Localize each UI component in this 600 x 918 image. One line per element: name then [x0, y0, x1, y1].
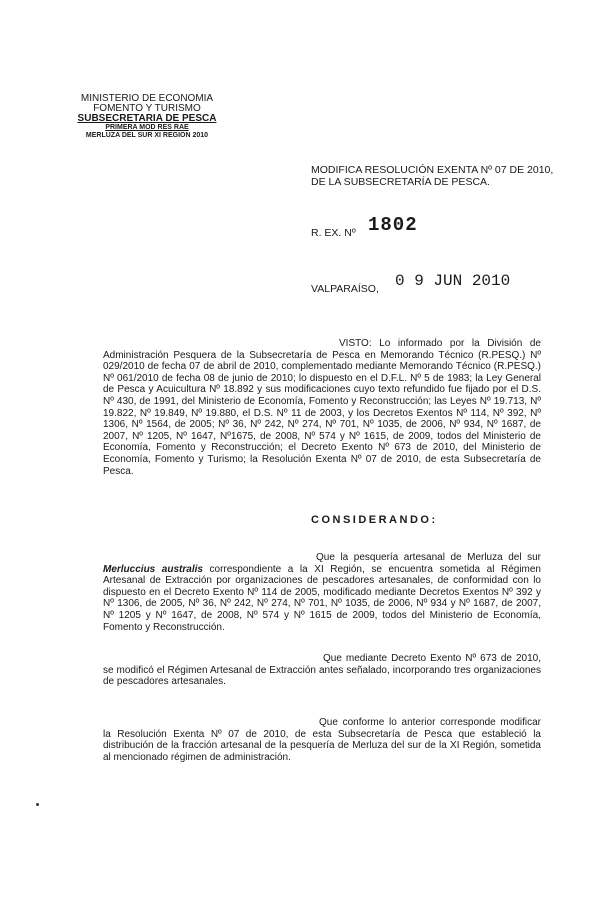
subsecretaria-name: SUBSECRETARIA DE PESCA	[77, 113, 217, 124]
file-reference-line2: MERLUZA DEL SUR XI REGION 2010	[85, 132, 209, 139]
scan-mark	[36, 803, 39, 806]
ministry-branch: FOMENTO Y TURISMO	[93, 103, 201, 114]
date-stamp: 0 9 JUN 2010	[395, 272, 511, 290]
resolution-number-stamp: 1802	[368, 214, 418, 236]
ministry-name: MINISTERIO DE ECONOMIA	[80, 93, 214, 104]
document-subject: MODIFICA RESOLUCIÓN EXENTA Nº 07 DE 2010, DE LA SUBSECRETARÍA DE PESCA.	[311, 164, 554, 188]
resolution-label: R. EX. Nº	[311, 227, 356, 239]
file-reference-line1: PRIMERA MOD RES RAE	[105, 124, 189, 131]
visto-paragraph: VISTO: Lo informado por la División de Administración Pesquera de la Subsecretaría de Pesca en Memorando Técnico (R.PESQ.) Nº 029/2010 de fecha 07 de abril de 2010, complementado mediante Memorando Técnico (R.PESQ.) Nº 061/2010 de fecha 08 de junio de 2010; lo dispuesto en el D.F.L. Nº 5 de 1983; la Ley General de Pesca y Acuicultura Nº 18.892 y sus modificaciones cuyo texto refundido fue fijado por el D.S. Nº 430, de 1991, del Ministerio de Economía, Fomento y Reconstrucción; las Leyes Nº 19.713, Nº 19.822, Nº 19.849, Nº 19.880, el D.S. Nº 11 de 2003, y los Decretos Exentos Nº 114, Nº 392, Nº 1306, Nº 1564, de 2005; Nº 36, Nº 242, Nº 274, Nº 701, Nº 1035, de 2006, Nº 934, Nº 1687, de 2007, Nº 1205, Nº 1647, Nº1675, de 2008, Nº 574 y Nº 1615, de 2009, todos del Ministerio de Economía, Fomento y Reconstrucción; el Decreto Exento Nº 673 de 2010, del Ministerio de Economía, Fomento y Turismo; la Resolución Exenta Nº 07 de 2010, de esta Subsecretaría de Pesca.	[103, 338, 541, 477]
ministry-header	[72, 94, 222, 140]
paragraph-1-body: correspondiente a la XI Región, se encuentra sometida al Régimen Artesanal de Extracción por organizaciones de pescadores artesanales, de conformidad con lo dispuesto en el Decreto Exento Nº 114 de 2005, modificado mediante Decretos Exentos Nº 392 y Nº 1306, de 2005, Nº 36, Nº 242, Nº 274, Nº 701, Nº 1035, de 2006, Nº 934 y Nº 1687, de 2007, Nº 1205 y Nº 1647, de 2008, Nº 574 y Nº 1615 de 2009, todos del Ministerio de Economía, Fomento y Reconstrucción.	[103, 563, 541, 633]
considerando-paragraph-1	[103, 552, 541, 633]
considerando-heading: CONSIDERANDO:	[311, 514, 438, 526]
place-label: VALPARAÍSO,	[311, 283, 379, 295]
considerando-paragraph-2: Que mediante Decreto Exento Nº 673 de 2010, se modificó el Régimen Artesanal de Extracción antes señalado, incorporando tres organizaciones de pescadores artesanales.	[103, 653, 541, 688]
species-name: Merluccius australis	[103, 563, 203, 575]
considerando-paragraph-3: Que conforme lo anterior corresponde modificar la Resolución Exenta Nº 07 de 2010, de esta Subsecretaría de Pesca que estableció la distribución de la fracción artesanal de la pesquería de Merluza del sur de la XI Región, sometida al mencionado régimen de administración.	[103, 717, 541, 763]
paragraph-1-intro: Que la pesquería artesanal de Merluza del sur	[316, 552, 541, 563]
